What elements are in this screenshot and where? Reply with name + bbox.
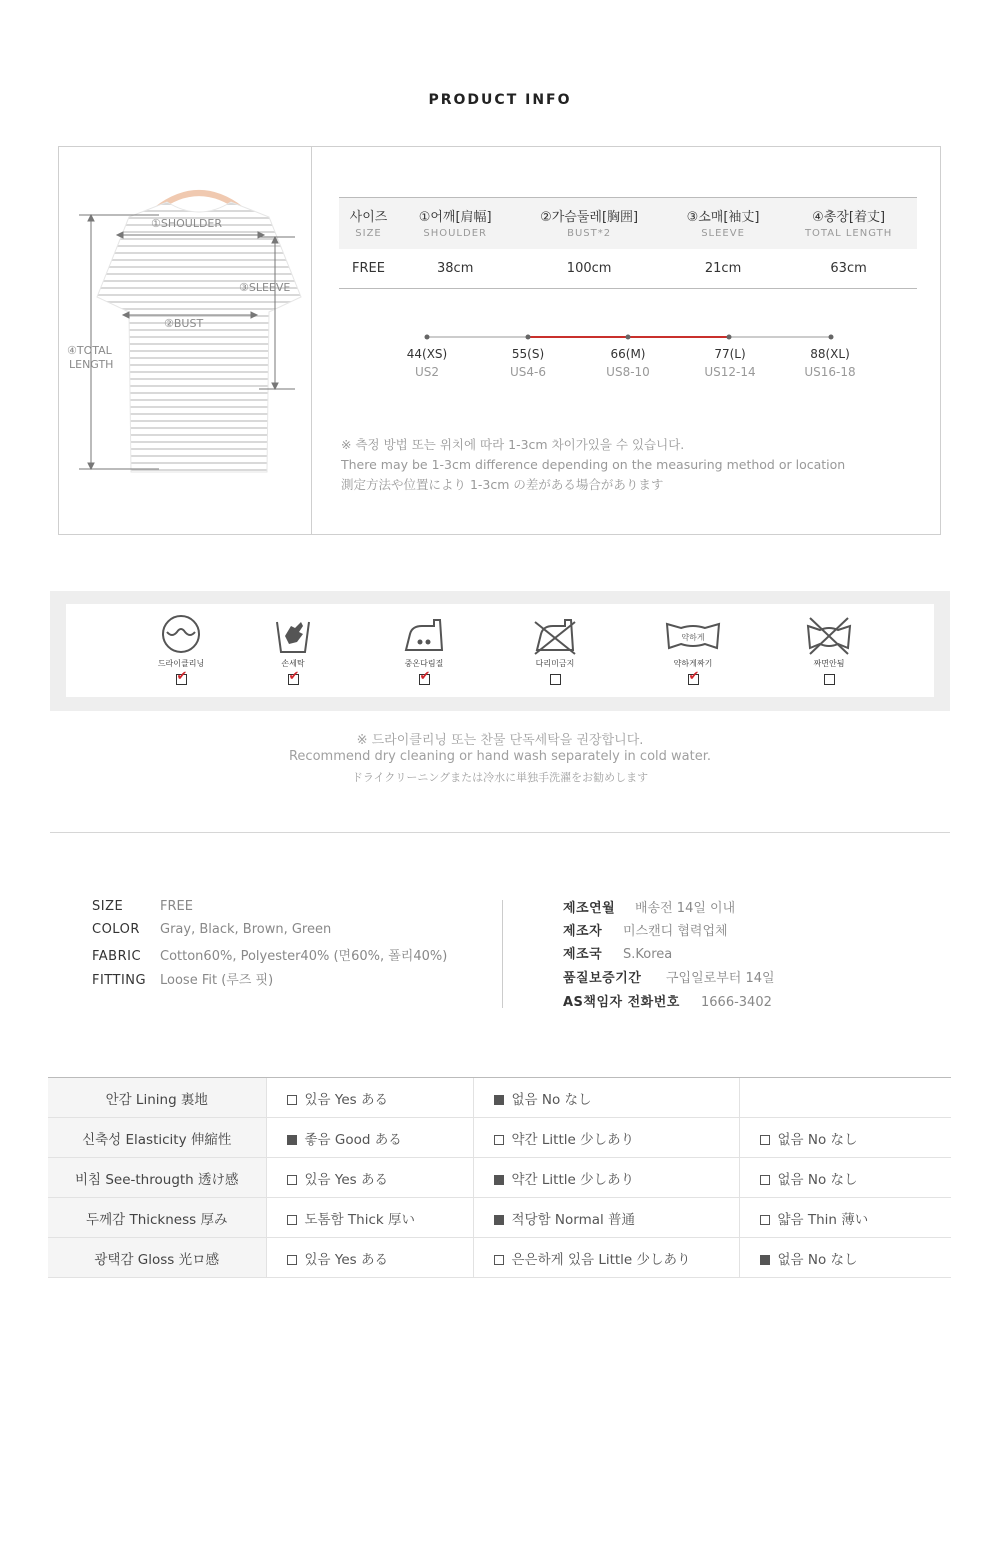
info-fitting (92, 969, 273, 988)
bust-header: ②가슴둘레[胸囲] (512, 198, 666, 226)
scale-kr: 44(XS) (406, 347, 448, 361)
sleeve-value: 21cm (666, 249, 780, 288)
info-country (563, 943, 672, 962)
scale-label-m (588, 347, 668, 379)
shoulder-value: 38cm (398, 249, 512, 288)
option-text: 도톰함 Thick 厚い (304, 1211, 415, 1228)
option-text: 얇음 Thin 薄い (777, 1211, 869, 1228)
option-checkbox[interactable] (287, 1215, 297, 1225)
scale-kr: 77(L) (714, 347, 746, 361)
size-header: 사이즈 (339, 198, 398, 226)
attr-option[interactable] (266, 1118, 473, 1158)
bust-header-en: BUST*2 (512, 225, 666, 249)
scale-dot (727, 335, 732, 340)
wash-item-hand-wash (248, 614, 338, 685)
wash-label: 약하게짜기 (673, 659, 713, 668)
info-value: 1666-3402 (701, 995, 772, 1010)
attr-label: 두께감 Thickness 厚み (48, 1198, 266, 1238)
wash-item-no-iron (510, 614, 600, 685)
attr-option[interactable] (473, 1198, 739, 1238)
attr-option[interactable] (739, 1118, 951, 1158)
wash-label: 중온다림질 (404, 659, 444, 668)
option-checkbox[interactable] (760, 1215, 770, 1225)
no-iron-icon (533, 614, 577, 656)
shoulder-header: ①어깨[肩幅] (398, 198, 512, 226)
size-value: FREE (339, 249, 398, 288)
section-divider (50, 832, 950, 833)
info-key: AS책임자 전화번호 (563, 995, 680, 1010)
info-value: S.Korea (623, 947, 673, 962)
attr-label: 안감 Lining 裏地 (48, 1078, 266, 1118)
attr-row-elasticity (48, 1118, 951, 1158)
info-as-phone (563, 991, 772, 1010)
scale-dot (425, 335, 430, 340)
info-fabric (92, 945, 447, 964)
option-text: 없음 No なし (777, 1131, 858, 1148)
info-key: COLOR (92, 922, 140, 937)
hand-wash-icon (271, 614, 315, 656)
info-value: Cotton60%, Polyester40% (면60%, 폴리40%) (160, 949, 448, 964)
info-color (92, 922, 331, 937)
option-text: 없음 No なし (511, 1091, 592, 1108)
wash-item-gentle-wring (648, 614, 738, 685)
scale-label-xs (387, 347, 467, 379)
attr-option[interactable] (266, 1238, 473, 1278)
note-en: There may be 1-3cm difference depending on the measuring method or location (341, 457, 846, 472)
gentle-wring-icon (663, 614, 723, 656)
wash-note-ko: ※ 드라이클리닝 또는 찬물 단독세탁을 권장합니다. (356, 733, 644, 748)
option-checkbox[interactable] (287, 1175, 297, 1185)
attr-label: 광택감 Gloss 光ロ感 (48, 1238, 266, 1278)
scale-us: US2 (414, 365, 440, 379)
fabric-attribute-table (48, 1077, 951, 1278)
wash-note-en: Recommend dry cleaning or hand wash separately in cold water. (288, 749, 711, 764)
scale-kr: 55(S) (511, 347, 545, 361)
info-key: 제조자 (563, 924, 603, 939)
scale-label-s (488, 347, 568, 379)
total-length-value: 63cm (780, 249, 917, 288)
wash-label: 드라이클리닝 (157, 659, 205, 668)
scale-us: US16-18 (804, 365, 856, 379)
scale-us: US4-6 (510, 365, 546, 379)
page-title: PRODUCT INFO (428, 92, 572, 108)
size-info-box (58, 146, 941, 535)
info-value: Gray, Black, Brown, Green (160, 922, 332, 937)
dry-clean-icon (159, 614, 203, 656)
scale-us: US12-14 (704, 365, 756, 379)
info-key: 제조연월 (563, 901, 616, 916)
info-value: 미스캔디 협력업체 (623, 924, 728, 939)
info-key: FITTING (92, 973, 147, 988)
info-key: FABRIC (92, 949, 142, 964)
scale-label-l (690, 347, 770, 379)
wash-item-no-wring (784, 614, 874, 685)
wash-item-dry-clean (136, 614, 226, 685)
note-ko: ※ 측정 방법 또는 위치에 따라 1-3cm 차이가있을 수 있습니다. (341, 437, 685, 452)
option-checkbox[interactable] (287, 1255, 297, 1265)
info-key: SIZE (92, 899, 124, 914)
sleeve-label: ③SLEEVE (239, 281, 291, 294)
total-length-header: ④총장[着丈] (780, 198, 917, 226)
option-checkbox[interactable] (760, 1175, 770, 1185)
info-value: Loose Fit (루즈 핏) (160, 973, 274, 988)
option-text: 좋음 Good ある (304, 1131, 402, 1148)
option-checkbox[interactable] (287, 1095, 297, 1105)
scale-kr: 66(M) (610, 347, 646, 361)
option-text: 없음 No なし (777, 1251, 858, 1268)
option-checkbox[interactable] (494, 1255, 504, 1265)
measurement-notes (341, 435, 845, 495)
dry-clean-checkbox[interactable] (176, 674, 187, 685)
wash-care-panel (66, 604, 934, 697)
iron-icon (402, 614, 446, 656)
scale-dot (626, 335, 631, 340)
total-length-header-en: TOTAL LENGTH (780, 225, 917, 249)
note-jp: 測定方法や位置により 1-3cm の差がある場合があります (341, 477, 664, 492)
info-value: 구입일로부터 14일 (666, 971, 775, 986)
attr-row-see-through (48, 1158, 951, 1198)
option-text: 적당함 Normal 普通 (511, 1211, 636, 1228)
wash-label: 손세탁 (281, 659, 305, 668)
option-checkbox[interactable] (287, 1135, 297, 1145)
no-iron-checkbox[interactable] (550, 674, 561, 685)
option-text: 있음 Yes ある (304, 1171, 388, 1188)
option-text: 약간 Little 少しあり (511, 1131, 635, 1148)
option-text: 있음 Yes ある (304, 1091, 388, 1108)
wash-label: 짜면안됨 (813, 659, 845, 668)
option-text: 있음 Yes ある (304, 1251, 388, 1268)
attr-label: 신축성 Elasticity 伸縮性 (48, 1118, 266, 1158)
no-wring-icon (804, 614, 854, 656)
wash-note-jp: ドライクリーニングまたは冷水に単独手洗濯をお勧めします (351, 771, 649, 784)
attr-row-thickness (48, 1198, 951, 1238)
option-checkbox[interactable] (494, 1135, 504, 1145)
wash-label: 다리미금지 (535, 659, 575, 668)
option-checkbox[interactable] (494, 1175, 504, 1185)
scale-label-xl (790, 347, 870, 379)
info-divider (502, 900, 503, 1008)
bust-value: 100cm (512, 249, 666, 288)
info-warranty (563, 967, 775, 986)
total-length-label-1: ④TOTAL (67, 344, 112, 357)
attr-label: 비침 See-througth 透け感 (48, 1158, 266, 1198)
bust-label: ②BUST (164, 317, 204, 330)
info-value: FREE (160, 899, 193, 914)
option-checkbox[interactable] (760, 1255, 770, 1265)
wash-item-iron (379, 614, 469, 685)
option-text: 은은하게 있음 Little 少しあり (511, 1251, 691, 1268)
attr-option[interactable] (739, 1198, 951, 1238)
size-header-en: SIZE (339, 225, 398, 249)
attr-row-gloss (48, 1238, 951, 1278)
info-manufacture-date (563, 897, 735, 916)
attr-option[interactable] (266, 1158, 473, 1198)
info-key: 품질보증기간 (563, 971, 642, 986)
sleeve-header: ③소매[袖丈] (666, 198, 780, 226)
info-size (92, 899, 193, 914)
shoulder-header-en: SHOULDER (398, 225, 512, 249)
option-text: 없음 No なし (777, 1171, 858, 1188)
sleeve-header-en: SLEEVE (666, 225, 780, 249)
option-checkbox[interactable] (760, 1135, 770, 1145)
total-length-label-2: LENGTH (69, 358, 114, 371)
info-key: 제조국 (563, 947, 603, 962)
attr-option[interactable] (266, 1078, 473, 1118)
option-checkbox[interactable] (494, 1215, 504, 1225)
option-checkbox[interactable] (494, 1095, 504, 1105)
attr-row-lining (48, 1078, 951, 1118)
info-value: 배송전 14일 이내 (635, 901, 736, 916)
option-text: 약간 Little 少しあり (511, 1171, 635, 1188)
attr-option[interactable] (473, 1238, 739, 1278)
attr-option-empty (739, 1078, 951, 1118)
attr-option[interactable] (473, 1078, 739, 1118)
info-manufacturer (563, 920, 728, 939)
attr-option[interactable] (739, 1238, 951, 1278)
attr-option[interactable] (739, 1158, 951, 1198)
gentle-wring-text: 약하게 (681, 633, 705, 642)
attr-option[interactable] (266, 1198, 473, 1238)
shoulder-label: ①SHOULDER (151, 217, 223, 230)
attr-option[interactable] (473, 1118, 739, 1158)
wash-care-band (50, 591, 950, 711)
no-wring-checkbox[interactable] (824, 674, 835, 685)
scale-dot (526, 335, 531, 340)
hand-wash-checkbox[interactable] (288, 674, 299, 685)
iron-checkbox[interactable] (419, 674, 430, 685)
scale-us: US8-10 (606, 365, 650, 379)
scale-dot (829, 335, 834, 340)
attr-option[interactable] (473, 1158, 739, 1198)
scale-kr: 88(XL) (810, 347, 850, 361)
gentle-wring-checkbox[interactable] (688, 674, 699, 685)
